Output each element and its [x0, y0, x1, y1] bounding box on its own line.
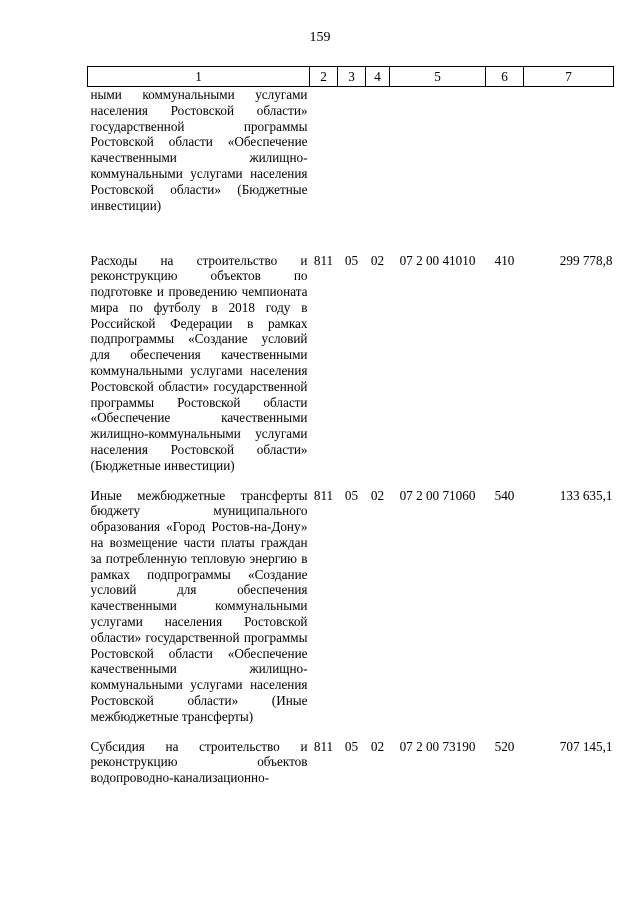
- row-target-article: [390, 87, 486, 253]
- row-amount: [524, 87, 614, 253]
- row-expense-type: 540: [494, 487, 515, 503]
- row-target-article: 07 2 00 41010: [399, 252, 476, 268]
- header-row: [88, 67, 614, 87]
- row-section: 05: [344, 252, 359, 268]
- row-expense-type: 410: [494, 252, 515, 268]
- row-subsection: 02: [370, 487, 385, 503]
- table-row: [88, 488, 614, 739]
- row-section: 05: [344, 738, 359, 754]
- table-row: [88, 87, 614, 253]
- row-description: ными коммунальными услугами населения Ростовской области» государственной программы Ростовской области «Обеспечение качественными жилищно-коммунальными услугами населения Ростовской области» (Бюджетные инвестиции): [90, 87, 308, 213]
- header-col-7: 7: [524, 67, 614, 87]
- header-col-6: 6: [486, 67, 524, 87]
- row-amount: 707 145,1: [559, 738, 613, 754]
- row-amount: 133 635,1: [559, 487, 613, 503]
- row-ministry-code: 811: [313, 252, 334, 268]
- page-number: 159: [309, 30, 331, 45]
- row-target-article: 07 2 00 73190: [399, 738, 476, 754]
- header-col-4: 4: [366, 67, 390, 87]
- row-description: Субсидия на строительство и реконструкцию объектов водопроводно-канализационно-: [90, 738, 308, 786]
- row-ministry-code: 811: [313, 738, 334, 754]
- header-col-1: 1: [88, 67, 310, 87]
- header-col-5: 5: [390, 67, 486, 87]
- row-subsection: [366, 87, 390, 253]
- row-expense-type: 520: [494, 738, 515, 754]
- row-ministry-code: 811: [313, 487, 334, 503]
- row-amount: 299 778,8: [559, 252, 613, 268]
- row-ministry-code: [310, 87, 338, 253]
- header-col-2: 2: [310, 67, 338, 87]
- row-expense-type: [486, 87, 524, 253]
- row-description: Иные межбюджетные трансферты бюджету муниципального образования «Город Ростов-на-Дону» на возмещение части платы граждан за потребленную тепловую энергию в рамках подпрограммы «Создание условий для обеспечения качественными коммунальными услугами населения Ростовской области» государственной программы Ростовской области «Обеспечение качественными жилищно-коммунальными услугами населения Ростовской области» (Иные межбюджетные трансферты): [90, 487, 308, 724]
- row-description: Расходы на строительство и реконструкцию объектов по подготовке и проведению чемпионата мира по футболу в 2018 году в Российской Федерации в рамках подпрограммы «Создание условий для обеспечения качественными коммунальными услугами населения Ростовской области» государственной программы Ростовской области «Обеспечение качественными жилищно-коммунальными услугами населения Ростовской области» (Бюджетные инвестиции): [90, 252, 308, 473]
- row-target-article: 07 2 00 71060: [399, 487, 476, 503]
- budget-table: [87, 66, 614, 800]
- row-section: [338, 87, 366, 253]
- row-subsection: 02: [370, 738, 385, 754]
- row-section: 05: [344, 487, 359, 503]
- row-subsection: 02: [370, 252, 385, 268]
- header-col-3: 3: [338, 67, 366, 87]
- table-row: [88, 253, 614, 488]
- table-row: [88, 739, 614, 800]
